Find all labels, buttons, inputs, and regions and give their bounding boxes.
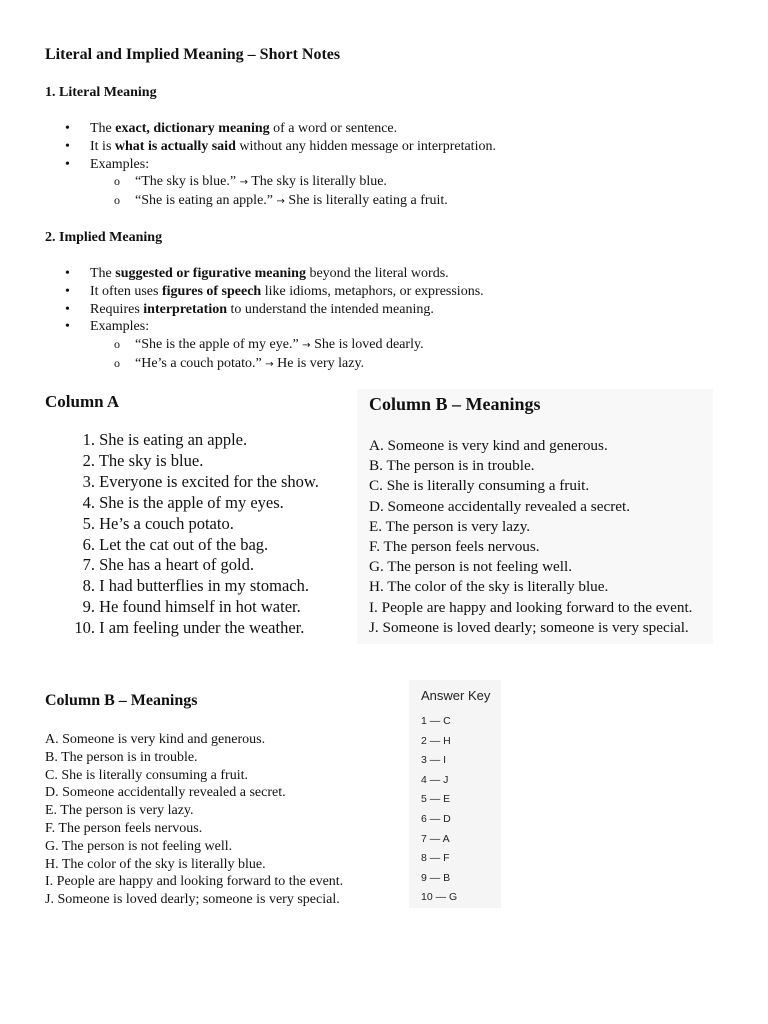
answer-key-item: 10 — G (421, 891, 458, 904)
list-item: 7. She has a heart of gold. (82, 555, 254, 575)
implied-bullet: • The suggested or figurative meaning beyond the literal words. (62, 265, 702, 283)
column-b-panel-list (369, 436, 692, 638)
column-b-list (45, 731, 343, 909)
list-item: D. Someone accidentally revealed a secret. (369, 497, 631, 515)
implied-bullets (62, 265, 702, 374)
list-item: E. The person is very lazy. (45, 803, 194, 819)
answer-key-item: 8 — F (421, 852, 450, 865)
list-item: A. Someone is very kind and generous. (45, 732, 266, 747)
page-title: Literal and Implied Meaning – Short Notes (45, 46, 341, 63)
answer-key-item: 6 — D (421, 812, 451, 825)
implied-bullet: • Examples: o “She is the apple of my eye.” → She is loved dearly. o “He’s a couch potato.” → He is very lazy. (62, 318, 702, 373)
list-item: I. People are happy and looking forward to the event. (369, 598, 693, 616)
literal-bullet: • It is what is actually said without any hidden message or interpretation. (62, 138, 702, 156)
list-item: F. The person feels nervous. (45, 820, 203, 836)
arrow-icon: → (239, 177, 248, 189)
list-item: 1. She is eating an apple. (82, 430, 248, 449)
list-item: 5. He’s a couch potato. (82, 513, 234, 533)
literal-example: o “The sky is blue.” → The sky is literally blue. (90, 173, 702, 192)
list-item: H. The color of the sky is literally blue. (369, 578, 609, 596)
list-item: 9. He found himself in hot water. (82, 597, 301, 617)
list-item: B. The person is in trouble. (369, 457, 535, 475)
answer-key-item: 9 — B (421, 871, 451, 884)
arrow-icon: → (265, 358, 274, 370)
list-item: G. The person is not feeling well. (45, 838, 233, 854)
list-item: C. She is literally consuming a fruit. (45, 767, 248, 783)
list-item: 2. The sky is blue. (82, 450, 204, 470)
list-item: 4. She is the apple of my eyes. (82, 492, 284, 512)
list-item: 3. Everyone is excited for the show. (82, 471, 319, 491)
list-item: J. Someone is loved dearly; someone is very special. (45, 892, 340, 908)
arrow-icon: → (302, 340, 311, 352)
column-a-heading: Column A (45, 392, 120, 411)
literal-bullet: • Examples: o “The sky is blue.” → The sky is literally blue. o “She is eating an apple.” → She is literally eating a fruit. (62, 156, 702, 211)
column-a-list (62, 430, 319, 639)
implied-bullet: • Requires interpretation to understand the intended meaning. (62, 301, 702, 319)
answer-key-item: 4 — J (421, 773, 449, 786)
list-item: D. Someone accidentally revealed a secret. (45, 785, 286, 801)
answer-key-list (421, 712, 457, 908)
answer-key-heading: Answer Key (421, 688, 491, 703)
column-b-panel-heading: Column B – Meanings (369, 394, 541, 414)
literal-example: o “She is eating an apple.” → She is literally eating a fruit. (90, 192, 702, 211)
literal-heading: 1. Literal Meaning (45, 85, 157, 100)
list-item: I. People are happy and looking forward to the event. (45, 874, 344, 890)
column-b-heading: Column B – Meanings (45, 692, 198, 709)
list-item: G. The person is not feeling well. (369, 558, 573, 576)
literal-bullets (62, 120, 702, 211)
implied-heading: 2. Implied Meaning (45, 230, 163, 245)
list-item: H. The color of the sky is literally blue. (45, 856, 266, 872)
list-item: 8. I had butterflies in my stomach. (82, 576, 309, 596)
answer-key-item: 2 — H (421, 734, 451, 747)
answer-key-item: 7 — A (421, 832, 450, 845)
literal-examples (90, 173, 702, 211)
list-item: C. She is literally consuming a fruit. (369, 477, 590, 495)
list-item: B. The person is in trouble. (45, 749, 198, 765)
list-item: J. Someone is loved dearly; someone is very special. (369, 618, 689, 636)
list-item: 10. I am feeling under the weather. (74, 618, 305, 638)
list-item: E. The person is very lazy. (369, 517, 531, 535)
answer-key-item: 1 — C (421, 715, 451, 727)
list-item: F. The person feels nervous. (369, 538, 540, 556)
answer-key-item: 5 — E (421, 793, 451, 806)
list-item: 6. Let the cat out of the bag. (82, 534, 269, 554)
implied-example: o “He’s a couch potato.” → He is very lazy. (90, 355, 702, 374)
list-item: A. Someone is very kind and generous. (369, 437, 608, 454)
implied-bullet: • It often uses figures of speech like idioms, metaphors, or expressions. (62, 283, 702, 301)
literal-bullet: • The exact, dictionary meaning of a word or sentence. (62, 120, 702, 138)
answer-key-item: 3 — I (421, 754, 447, 767)
arrow-icon: → (276, 196, 285, 208)
implied-example: o “She is the apple of my eye.” → She is loved dearly. (90, 336, 702, 355)
implied-examples (90, 336, 702, 374)
